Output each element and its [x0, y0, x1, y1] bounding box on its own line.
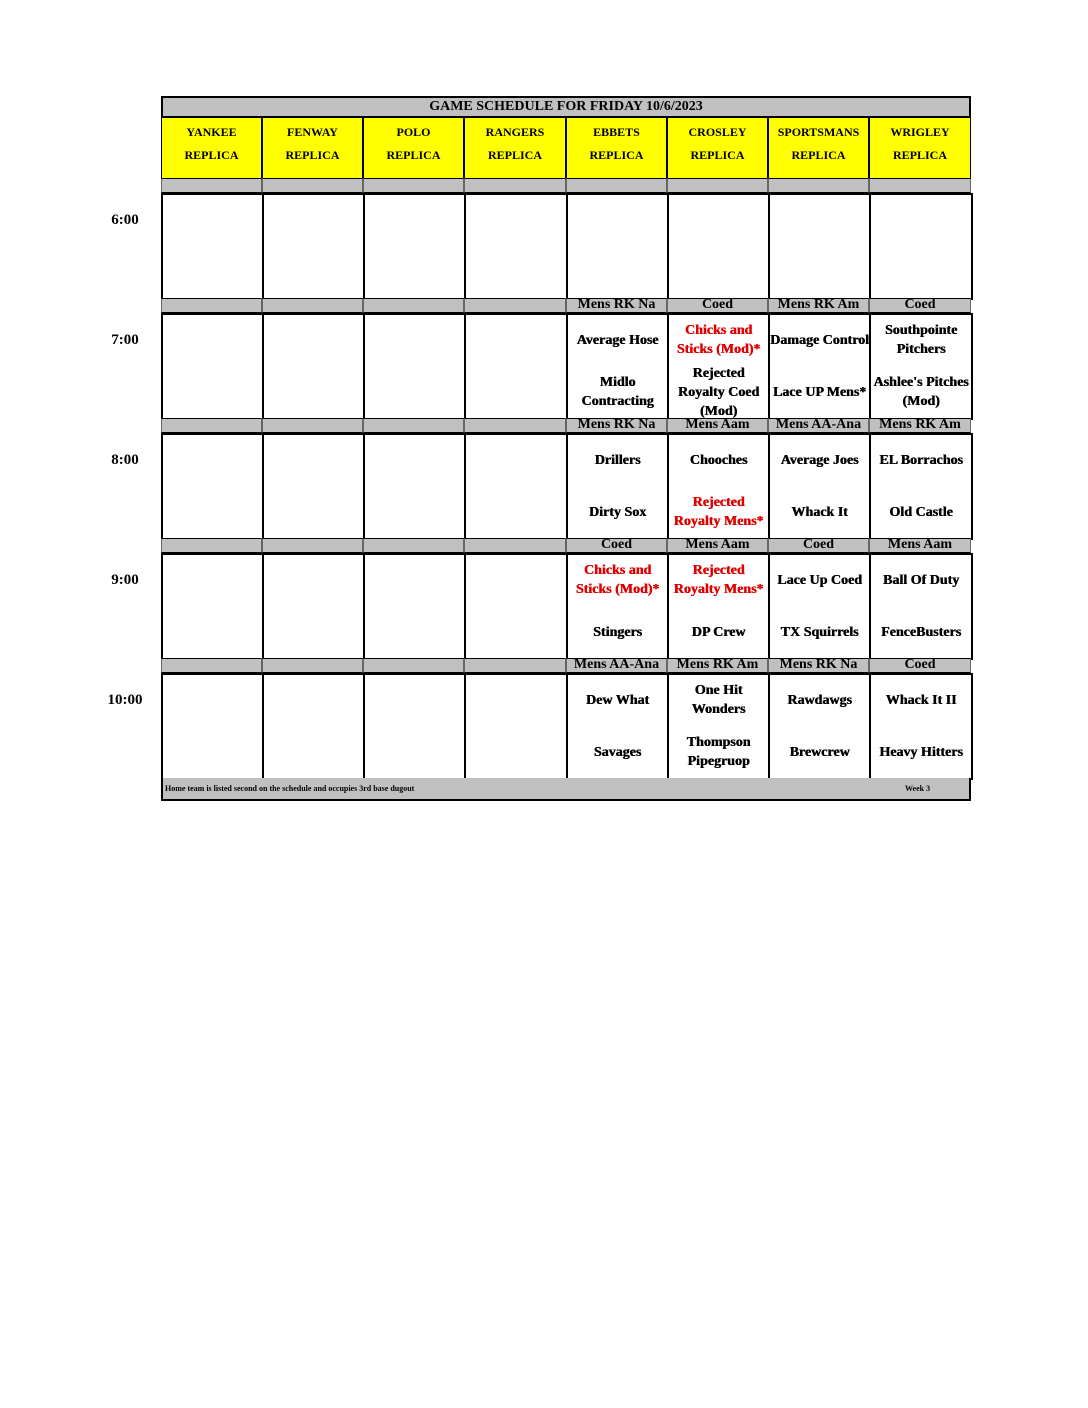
division-label: Mens Aam — [667, 418, 768, 433]
division-label — [161, 178, 262, 193]
division-label — [363, 178, 464, 193]
game-cell — [161, 553, 264, 660]
away-team: Damage Control — [770, 332, 869, 348]
division-label: Mens RK Na — [768, 658, 869, 673]
game-cell — [464, 313, 568, 420]
home-team: Savages — [593, 744, 642, 760]
home-team: Midlo Contracting — [581, 375, 654, 409]
game-cell — [869, 193, 973, 300]
division-label: Mens RK Na — [566, 418, 667, 433]
home-team: Stingers — [593, 624, 642, 640]
home-team: Whack It — [791, 504, 848, 520]
schedule-footer — [161, 778, 971, 801]
footer-week: Week 3 — [905, 784, 931, 793]
home-team: Heavy Hitters — [879, 744, 963, 760]
division-label — [161, 298, 262, 313]
field-subtitle: REPLICA — [690, 148, 745, 162]
division-label: Coed — [869, 658, 971, 673]
division-label — [161, 418, 262, 433]
footer-note: Home team is listed second on the schedule and occupies 3rd base dugout — [165, 784, 415, 793]
home-team: Old Castle — [889, 504, 953, 520]
field-subtitle: REPLICA — [184, 148, 239, 162]
division-label — [464, 178, 566, 193]
division-label: Mens RK Am — [667, 658, 768, 673]
field-name: SPORTSMANS — [777, 125, 860, 139]
game-cell — [363, 193, 466, 300]
division-label — [262, 178, 363, 193]
division-label — [768, 178, 869, 193]
field-subtitle: REPLICA — [791, 148, 846, 162]
time-label: 8:00 — [111, 452, 139, 468]
field-header-crosley — [667, 118, 768, 178]
home-team: Dirty Sox — [588, 504, 647, 520]
game-cell — [363, 433, 466, 540]
division-label — [869, 178, 971, 193]
away-team: Dew What — [585, 692, 650, 708]
field-header-fenway — [262, 118, 363, 178]
field-header-rangers — [464, 118, 566, 178]
game-cell — [262, 433, 365, 540]
game-cell — [464, 553, 568, 660]
game-cell — [363, 673, 466, 780]
division-label — [161, 658, 262, 673]
away-team: One Hit Wonders — [691, 683, 746, 717]
away-team: Rawdawgs — [787, 692, 852, 708]
division-label — [363, 418, 464, 433]
game-cell — [464, 433, 568, 540]
game-cell — [161, 193, 264, 300]
division-label: Coed — [768, 538, 869, 553]
away-team: Chooches — [689, 452, 748, 468]
game-cell — [363, 313, 466, 420]
division-label — [464, 418, 566, 433]
field-name: WRIGLEY — [890, 125, 950, 139]
division-label — [363, 658, 464, 673]
field-header-polo — [363, 118, 464, 178]
division-label — [464, 298, 566, 313]
division-label — [262, 538, 363, 553]
field-header-wrigley — [869, 118, 971, 178]
division-label: Mens Aam — [869, 538, 971, 553]
field-name: FENWAY — [287, 125, 338, 139]
home-team: Rejected Royalty Mens* — [673, 495, 764, 529]
field-name: POLO — [396, 125, 431, 139]
game-cell — [667, 193, 770, 300]
away-team: Whack It II — [885, 692, 957, 708]
away-team: Lace Up Coed — [777, 572, 862, 588]
game-cell — [262, 553, 365, 660]
division-label — [667, 178, 768, 193]
time-label: 9:00 — [111, 572, 139, 588]
field-subtitle: REPLICA — [386, 148, 441, 162]
away-team: Drillers — [594, 452, 641, 468]
home-team: Rejected Royalty Coed (Mod) — [677, 365, 760, 419]
game-cell — [363, 553, 466, 660]
field-name: CROSLEY — [688, 125, 747, 139]
division-label — [566, 178, 667, 193]
home-team: DP Crew — [691, 624, 746, 640]
away-team: Average Hose — [576, 332, 659, 348]
division-label: Coed — [566, 538, 667, 553]
field-header-sportsmans — [768, 118, 869, 178]
away-team: Ball Of Duty — [882, 572, 960, 588]
schedule-title: GAME SCHEDULE FOR FRIDAY 10/6/2023 — [161, 96, 971, 118]
game-cell — [262, 673, 365, 780]
away-team: Southpointe Pitchers — [884, 323, 958, 357]
field-header-yankee — [161, 118, 262, 178]
away-team: EL Borrachos — [879, 452, 963, 468]
division-label — [464, 658, 566, 673]
game-cell — [262, 313, 365, 420]
field-subtitle: REPLICA — [285, 148, 340, 162]
game-cell — [161, 673, 264, 780]
home-team: TX Squirrels — [780, 624, 859, 640]
division-label — [464, 538, 566, 553]
home-team: Ashlee's Pitches (Mod) — [873, 375, 969, 409]
division-label — [363, 298, 464, 313]
game-cell — [161, 313, 264, 420]
field-subtitle: REPLICA — [589, 148, 644, 162]
division-label: Mens RK Am — [869, 418, 971, 433]
field-name: YANKEE — [186, 125, 237, 139]
division-label — [262, 298, 363, 313]
field-name: EBBETS — [593, 125, 640, 139]
away-team: Chicks and Sticks (Mod)* — [575, 563, 660, 597]
division-label — [262, 418, 363, 433]
division-label — [161, 538, 262, 553]
game-cell — [464, 673, 568, 780]
time-label: 10:00 — [107, 692, 143, 708]
field-name: RANGERS — [485, 125, 545, 139]
home-team: FenceBusters — [880, 624, 962, 640]
away-team: Average Joes — [780, 452, 859, 468]
division-label: Mens AA-Ana — [566, 658, 667, 673]
division-label: Coed — [869, 298, 971, 313]
division-label — [363, 538, 464, 553]
home-team: Thompson Pipegruop — [686, 735, 751, 769]
time-label: 7:00 — [111, 332, 139, 348]
game-cell — [464, 193, 568, 300]
field-header-ebbets — [566, 118, 667, 178]
field-subtitle: REPLICA — [487, 148, 542, 162]
game-cell — [768, 193, 871, 300]
division-label: Mens RK Na — [566, 298, 667, 313]
division-label: Coed — [667, 298, 768, 313]
division-label: Mens RK Am — [768, 298, 869, 313]
division-label: Mens Aam — [667, 538, 768, 553]
away-team: Chicks and Sticks (Mod)* — [676, 323, 761, 357]
away-team: Rejected Royalty Mens* — [673, 563, 764, 597]
home-team: Brewcrew — [789, 744, 850, 760]
home-team: Lace UP Mens* — [772, 384, 867, 400]
game-cell — [161, 433, 264, 540]
field-subtitle: REPLICA — [892, 148, 947, 162]
time-label: 6:00 — [111, 212, 139, 228]
game-cell — [566, 193, 669, 300]
division-label — [262, 658, 363, 673]
game-cell — [262, 193, 365, 300]
division-label: Mens AA-Ana — [768, 418, 869, 433]
